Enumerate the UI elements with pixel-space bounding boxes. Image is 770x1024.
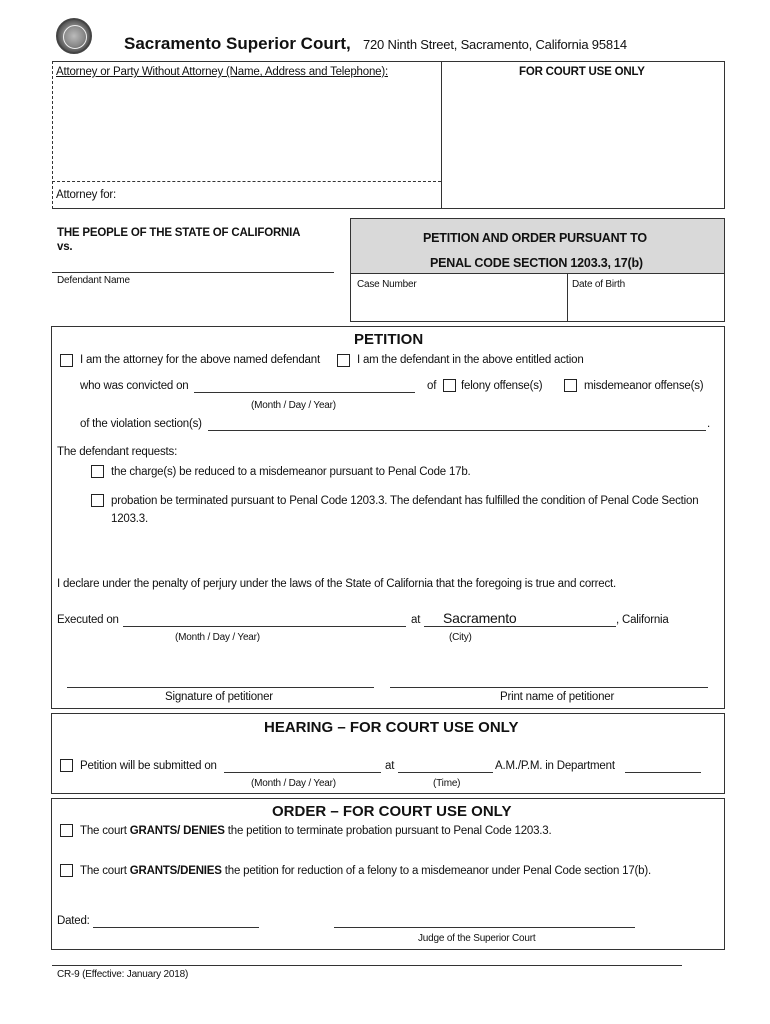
date-of-birth-label: Date of Birth	[572, 279, 625, 290]
court-seal-icon	[56, 18, 92, 54]
attorney-for-divider	[52, 181, 441, 182]
court-use-only-label: FOR COURT USE ONLY	[519, 66, 645, 78]
department-line[interactable]	[625, 772, 701, 773]
executed-city-value[interactable]: Sacramento	[443, 610, 517, 626]
vs-label: vs.	[57, 241, 73, 253]
convicted-on-label: who was convicted on	[80, 380, 189, 392]
defendant-checkbox[interactable]	[337, 354, 350, 367]
court-name: Sacramento Superior Court,	[124, 34, 351, 53]
requests-label: The defendant requests:	[57, 446, 178, 458]
attorney-checkbox[interactable]	[60, 354, 73, 367]
order-line2-post: the petition for reduction of a felony to a misdemeanor under Penal Code section 17(b).	[224, 865, 652, 877]
order-line2	[80, 865, 651, 877]
violation-end: .	[707, 418, 710, 430]
defendant-name-line	[52, 272, 334, 273]
order-line1	[80, 825, 551, 837]
print-name-line[interactable]	[390, 687, 708, 688]
order-line1-grants-denies: GRANTS/ DENIES	[129, 825, 225, 837]
executed-city-line[interactable]	[424, 626, 616, 627]
conviction-date-hint: (Month / Day / Year)	[251, 400, 336, 411]
judge-signature-line[interactable]	[334, 927, 635, 928]
hearing-time-hint: (Time)	[433, 778, 461, 789]
attorney-box	[52, 61, 725, 209]
order-line1-post: the petition to terminate probation pursuant to Penal Code 1203.3.	[227, 825, 552, 837]
hearing-at-label: at	[385, 760, 395, 772]
hearing-heading: HEARING – FOR COURT USE ONLY	[264, 719, 519, 736]
hearing-time-line[interactable]	[398, 772, 493, 773]
terminate-probation-order-checkbox[interactable]	[60, 824, 73, 837]
conviction-date-line[interactable]	[194, 392, 415, 393]
order-heading: ORDER – FOR COURT USE ONLY	[272, 803, 512, 820]
defendant-name-label: Defendant Name	[57, 275, 130, 286]
terminate-probation-label-1: probation be terminated pursuant to Penal Code 1203.3. The defendant has fulfilled the condition of Penal Code Section	[111, 495, 699, 507]
misdemeanor-checkbox[interactable]	[564, 379, 577, 392]
order-line2-grants-denies: GRANTS/DENIES	[129, 865, 222, 877]
felony-checkbox[interactable]	[443, 379, 456, 392]
felony-label: felony offense(s)	[461, 380, 543, 392]
form-id: CR-9 (Effective: January 2018)	[57, 969, 189, 980]
reduction-order-checkbox[interactable]	[60, 864, 73, 877]
of-label: of	[427, 380, 437, 392]
attorney-box-divider	[441, 61, 442, 209]
violation-sections-line[interactable]	[208, 430, 706, 431]
attorney-for-label: Attorney for:	[56, 189, 117, 201]
executed-date-line[interactable]	[123, 626, 406, 627]
hearing-date-line[interactable]	[224, 772, 381, 773]
print-name-label: Print name of petitioner	[500, 691, 615, 703]
city-hint: (City)	[449, 632, 472, 643]
court-address: 720 Ninth Street, Sacramento, California 95814	[363, 37, 627, 52]
footer-rule	[52, 965, 682, 966]
violation-sections-label: of the violation section(s)	[80, 418, 202, 430]
order-line1-pre: The court	[80, 825, 127, 837]
terminate-probation-checkbox[interactable]	[91, 494, 104, 507]
misdemeanor-label: misdemeanor offense(s)	[584, 380, 704, 392]
declaration-text: I declare under the penalty of perjury under the laws of the State of California that the foregoing is true and correct.	[57, 578, 617, 590]
signature-label: Signature of petitioner	[165, 691, 273, 703]
reduce-charge-label: the charge(s) be reduced to a misdemeanor pursuant to Penal Code 17b.	[111, 466, 471, 478]
hearing-checkbox[interactable]	[60, 759, 73, 772]
form-title-line2: PENAL CODE SECTION 1203.3, 17(b)	[430, 256, 643, 270]
hearing-date-hint: (Month / Day / Year)	[251, 778, 336, 789]
case-info-divider	[567, 274, 568, 322]
judge-label: Judge of the Superior Court	[418, 933, 536, 944]
dated-label: Dated:	[57, 915, 90, 927]
ampm-department-label: A.M./P.M. in Department	[495, 760, 615, 772]
executed-on-label: Executed on	[57, 614, 119, 626]
order-line2-pre: The court	[80, 865, 127, 877]
form-title-line1: PETITION AND ORDER PURSUANT TO	[423, 231, 647, 245]
defendant-option-label: I am the defendant in the above entitled action	[357, 354, 584, 366]
people-label: THE PEOPLE OF THE STATE OF CALIFORNIA	[57, 227, 301, 239]
attorney-option-label: I am the attorney for the above named defendant	[80, 354, 320, 366]
terminate-probation-label-2: 1203.3.	[111, 513, 148, 525]
attorney-label: Attorney or Party Without Attorney (Name, Address and Telephone):	[56, 66, 388, 78]
signature-line[interactable]	[67, 687, 374, 688]
reduce-charge-checkbox[interactable]	[91, 465, 104, 478]
submitted-on-label: Petition will be submitted on	[80, 760, 217, 772]
california-label: , California	[616, 614, 669, 626]
executed-at-label: at	[411, 614, 421, 626]
case-number-label: Case Number	[357, 279, 417, 290]
executed-date-hint: (Month / Day / Year)	[175, 632, 260, 643]
petition-heading: PETITION	[354, 331, 424, 348]
dated-line[interactable]	[93, 927, 259, 928]
